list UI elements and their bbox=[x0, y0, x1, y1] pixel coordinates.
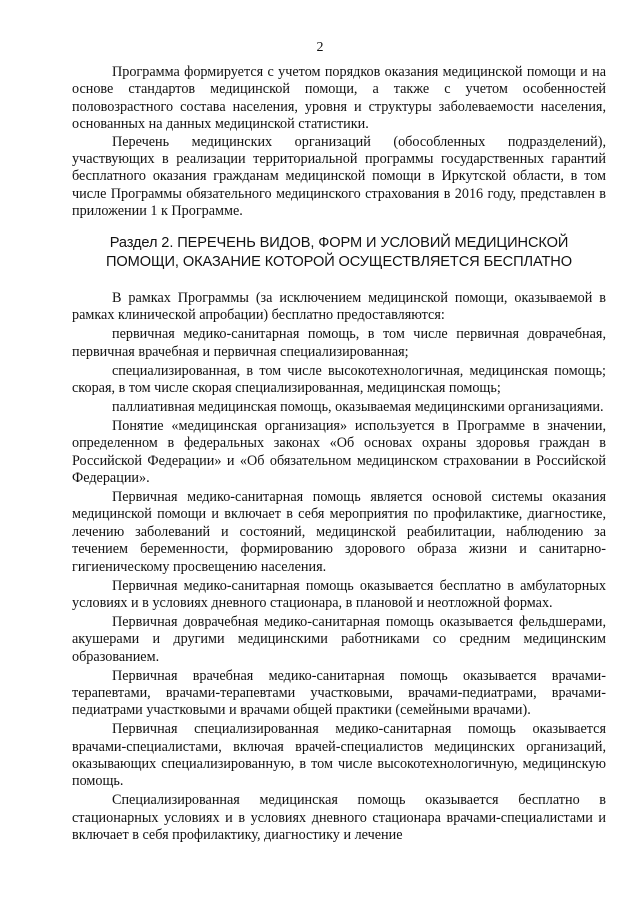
paragraph: первичная медико-санитарная помощь, в том числе первичная доврачебная, первичная врачебная и первичная специализированная; bbox=[72, 326, 606, 360]
page-number: 2 bbox=[316, 40, 324, 55]
paragraph: Программа формируется с учетом порядков оказания медицинской помощи и на основе стандартов медицинской помощи, а также с учетом особенностей половозрастного состава населения, уровня и структуры заболеваемости населения, основанных на данных медицинской статистики. bbox=[72, 64, 606, 133]
paragraph: Специализированная медицинская помощь оказывается бесплатно в стационарных условиях и в условиях дневного стационара врачами-специалистами и включает в себя профилактику, диагностику и лечение bbox=[72, 792, 606, 844]
paragraph: Первичная доврачебная медико-санитарная помощь оказывается фельдшерами, акушерами и другими медицинскими работниками со средним медицинским образованием. bbox=[72, 613, 606, 665]
section-heading-line: ПОМОЩИ, ОКАЗАНИЕ КОТОРОЙ ОСУЩЕСТВЛЯЕТСЯ БЕСПЛАТНО bbox=[106, 254, 572, 270]
paragraph: Первичная медико-санитарная помощь является основой системы оказания медицинской помощи и включает в себя мероприятия по профилактике, диагностике, лечению заболеваний и состояний, медицинской реабилитации, наблюдению за течением беременности, формированию здорового образа жизни и санитарно-гигиеническому просвещению населения. bbox=[72, 488, 606, 575]
paragraph: Понятие «медицинская организация» используется в Программе в значении, определенном в федеральных законах «Об основах охраны здоровья граждан в Российской Федерации» и «Об обязательном медицинском страховании в Российской Федерации». bbox=[72, 417, 606, 487]
paragraph: специализированная, в том числе высокотехнологичная, медицинская помощь; скорая, в том числе скорая специализированная, медицинская помощь; bbox=[72, 362, 606, 397]
section-heading-line: Раздел 2. ПЕРЕЧЕНЬ ВИДОВ, ФОРМ И УСЛОВИЙ МЕДИЦИНСКОЙ bbox=[109, 235, 569, 251]
paragraph: В рамках Программы (за исключением медицинской помощи, оказываемой в рамках клинической апробации) бесплатно предоставляются: bbox=[72, 290, 606, 324]
paragraph: Первичная специализированная медико-санитарная помощь оказывается врачами-специалистами, включая врачей-специалистов медицинских организаций, оказывающих специализированную, в том числе высокотехнологичную, медицинскую помощь. bbox=[72, 721, 606, 790]
paragraph: Перечень медицинских организаций (обособленных подразделений), участвующих в реализации территориальной программы государственных гарантий бесплатного оказания гражданам медицинской помощи в Иркутской области, в том числе Программы обязательного медицинского страхования в 2016 году, представлен в приложении 1 к Программе. bbox=[72, 133, 606, 220]
section-text bbox=[72, 290, 606, 846]
section-heading bbox=[72, 234, 606, 272]
paragraph: паллиативная медицинская помощь, оказываемая медицинскими организациями. bbox=[112, 398, 604, 415]
paragraph: Первичная врачебная медико-санитарная помощь оказывается врачами-терапевтами, врачами-терапевтами участковыми, врачами-педиатрами, врачами-педиатрами участковыми и врачами общей практики (семейными врачами). bbox=[72, 667, 606, 719]
intro-text bbox=[72, 64, 606, 221]
paragraph: Первичная медико-санитарная помощь оказывается бесплатно в амбулаторных условиях и в условиях дневного стационара, в плановой и неотложной формах. bbox=[72, 577, 606, 611]
